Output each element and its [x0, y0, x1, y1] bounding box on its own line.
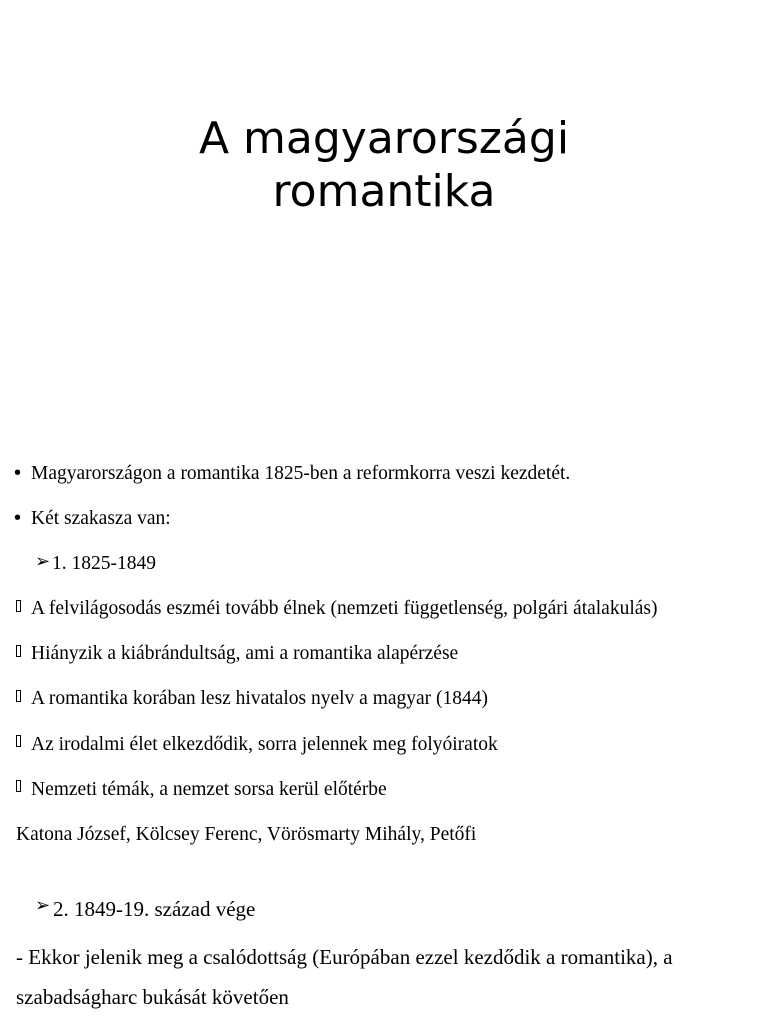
missing-glyph-icon: [16, 780, 21, 792]
arrow-bullet-icon: ➢: [35, 895, 51, 916]
period-1-item: Az irodalmi élet elkezdődik, sorra jelennek meg folyóiratok: [31, 734, 498, 755]
period-1-item: A felvilágosodás eszméi tovább élnek (nemzeti függetlenség, polgári átalakulás): [31, 598, 658, 619]
bullet-text-phases: Két szakasza van:: [31, 508, 171, 529]
title-line-1: A magyarországi: [198, 113, 570, 164]
missing-glyph-icon: [16, 735, 21, 747]
page-title: [0, 112, 768, 218]
title-line-2: romantika: [272, 166, 496, 217]
period-1-item: Nemzeti témák, a nemzet sorsa kerül előtérbe: [31, 779, 387, 800]
period-1-item: Hiányzik a kiábrándultság, ami a romantika alapérzése: [31, 643, 459, 664]
period-2-text: - Ekkor jelenik meg a csalódottság (Európában ezzel kezdődik a romantika), a: [16, 945, 673, 969]
bullet-text-intro: Magyarországon a romantika 1825-ben a reformkorra veszi kezdetét.: [31, 463, 571, 484]
period-2-heading: 2. 1849-19. század vége: [53, 897, 256, 921]
missing-glyph-icon: [16, 690, 21, 702]
period-2-text: szabadságharc bukását követően: [16, 985, 289, 1009]
missing-glyph-icon: [16, 645, 21, 657]
period-1-heading: 1. 1825-1849: [52, 553, 156, 574]
period-1-item: A romantika korában lesz hivatalos nyelv a magyar (1844): [31, 688, 489, 709]
arrow-bullet-icon: ➢: [35, 551, 51, 572]
missing-glyph-icon: [16, 600, 21, 612]
bullet-dot-icon: •: [14, 507, 22, 529]
authors-line: Katona József, Kölcsey Ferenc, Vörösmarty Mihály, Petőfi: [16, 824, 477, 845]
bullet-dot-icon: •: [14, 462, 22, 484]
